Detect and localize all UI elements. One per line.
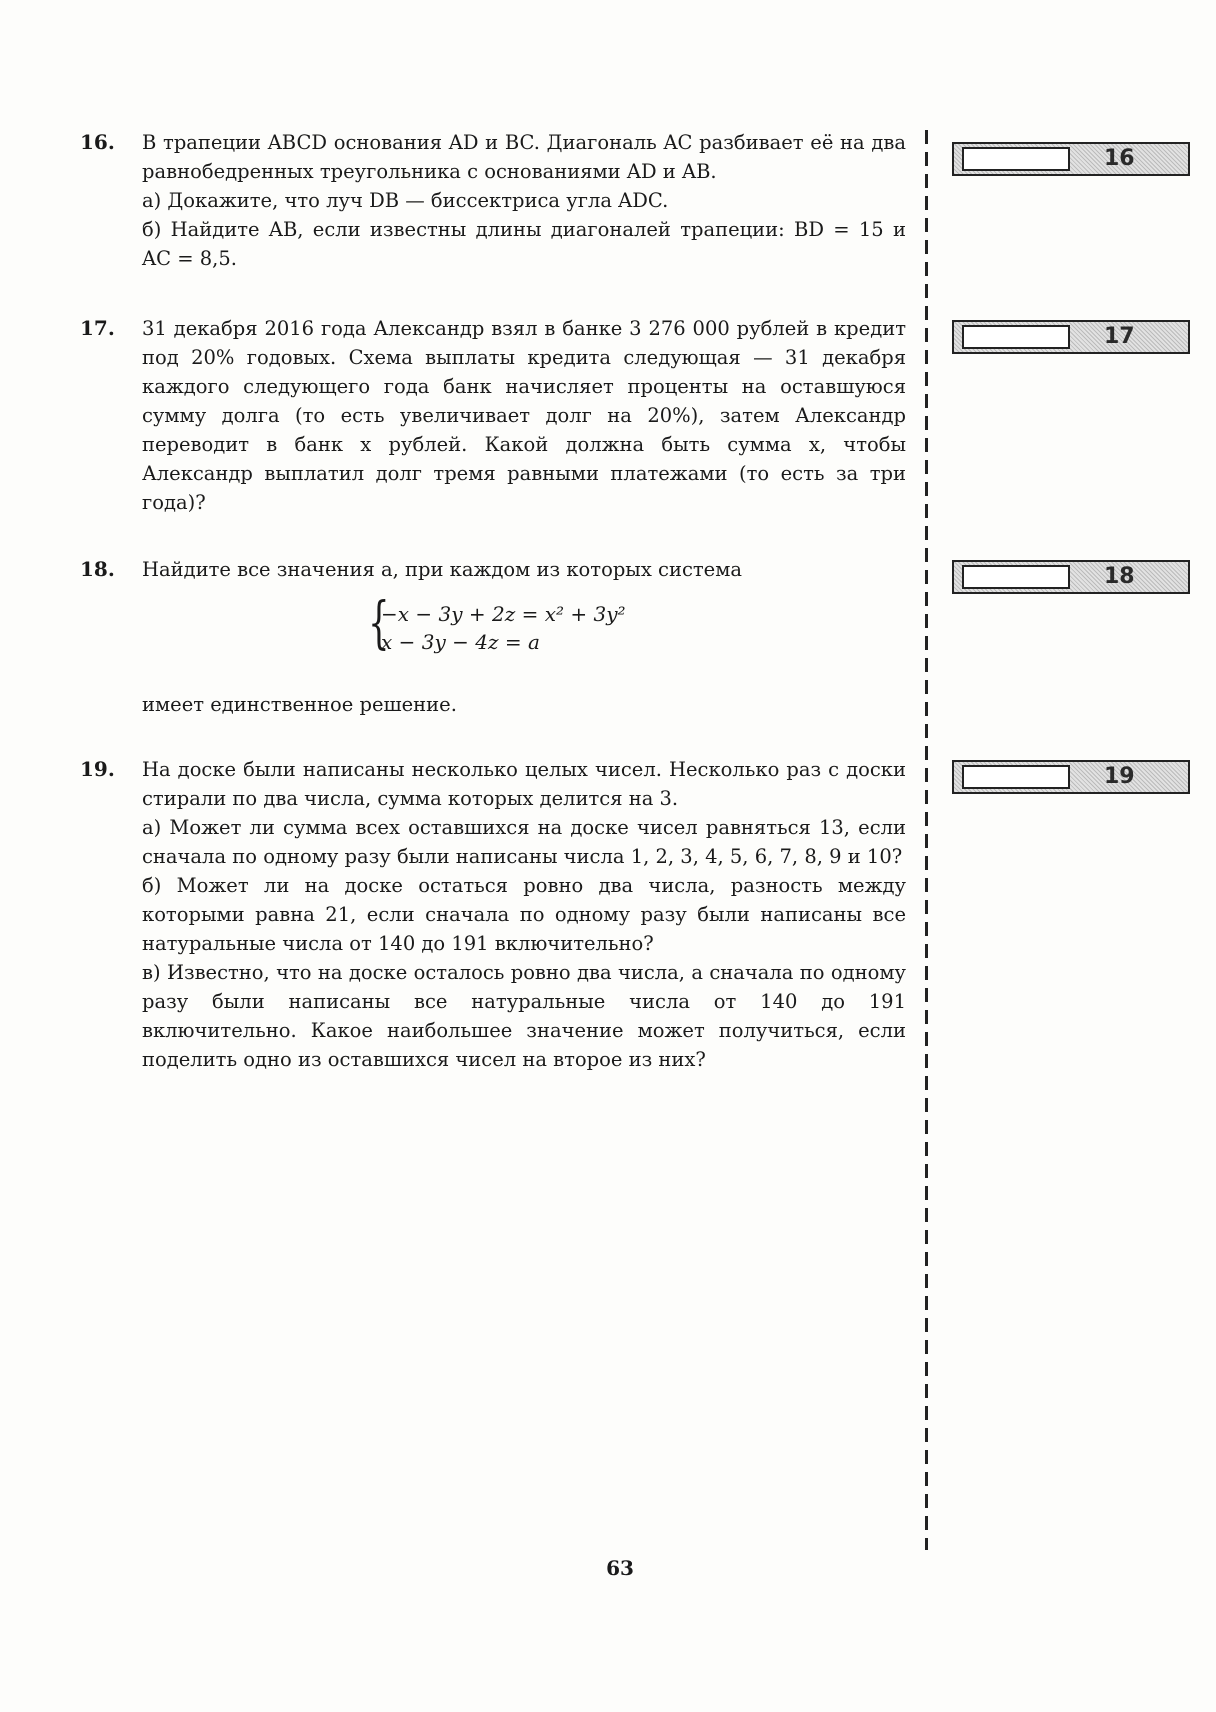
answer-field[interactable] bbox=[962, 325, 1070, 349]
problem-number: 17. bbox=[80, 316, 115, 340]
problem-number: 16. bbox=[80, 130, 115, 154]
cut-line bbox=[925, 130, 928, 1550]
answer-box-16 bbox=[952, 142, 1190, 176]
problem-line: На доске были написаны несколько целых чисел. Несколько раз с доски стирали по два числа, сумма которых делится на 3. bbox=[142, 758, 906, 810]
equation-system bbox=[368, 591, 626, 656]
answer-label: 17 bbox=[1104, 324, 1135, 349]
answer-box-18 bbox=[952, 560, 1190, 594]
answer-field[interactable] bbox=[962, 147, 1070, 171]
problem-text-after: имеет единственное решение. bbox=[142, 693, 457, 716]
problem-number: 19. bbox=[80, 757, 115, 781]
problem-text bbox=[142, 314, 906, 517]
answer-label: 18 bbox=[1104, 564, 1135, 589]
problem-line: 31 декабря 2016 года Александр взял в банке 3 276 000 рублей в кредит под 20% годовых. Схема выплаты кредита следующая — 31 декабря каждого следующего года банк начисляет проценты на оставшуюся сумму долга (то есть увеличивает долг на 20%), затем Александр переводит в банк x рублей. Какой должна быть сумма x, чтобы Александр выплатил долг тремя равными платежами (то есть за три года)? bbox=[142, 317, 906, 514]
problem-line: в) Известно, что на доске осталось ровно два числа, а сначала по одному разу были написаны все натуральные числа от 140 до 191 включительно. Какое наибольшее значение может получиться, если поделить одно из оставшихся чисел на второе из них? bbox=[142, 961, 906, 1071]
equation-2: x − 3y − 4z = a bbox=[381, 630, 540, 654]
answer-field[interactable] bbox=[962, 565, 1070, 589]
answer-label: 19 bbox=[1104, 764, 1135, 789]
problem-line: а) Может ли сумма всех оставшихся на доске чисел равняться 13, если сначала по одному разу были написаны числа 1, 2, 3, 4, 5, 6, 7, 8, 9 и 10? bbox=[142, 816, 906, 868]
answer-label: 16 bbox=[1104, 146, 1135, 171]
answer-field[interactable] bbox=[962, 765, 1070, 789]
problem-text bbox=[142, 755, 906, 1074]
problem-number: 18. bbox=[80, 557, 115, 581]
problem-line: б) Найдите AB, если известны длины диагоналей трапеции: BD = 15 и AC = 8,5. bbox=[142, 218, 906, 270]
answer-box-17 bbox=[952, 320, 1190, 354]
problem-line: а) Докажите, что луч DB — биссектриса угла ADC. bbox=[142, 189, 669, 212]
page-number: 63 bbox=[606, 1556, 634, 1580]
problem-text bbox=[142, 555, 906, 584]
problem-line: В трапеции ABCD основания AD и BC. Диагональ AC разбивает её на два равнобедренных треугольника с основаниями AD и AB. bbox=[142, 131, 906, 183]
equation-1: −x − 3y + 2z = x² + 3y² bbox=[381, 602, 626, 626]
problem-line: Найдите все значения a, при каждом из которых система bbox=[142, 558, 742, 581]
problem-text bbox=[142, 128, 906, 273]
brace-icon: { bbox=[368, 591, 390, 656]
problem-line: б) Может ли на доске остаться ровно два числа, разность между которыми равна 21, если сначала по одному разу были написаны все натуральные числа от 140 до 191 включительно? bbox=[142, 874, 906, 955]
answer-box-19 bbox=[952, 760, 1190, 794]
